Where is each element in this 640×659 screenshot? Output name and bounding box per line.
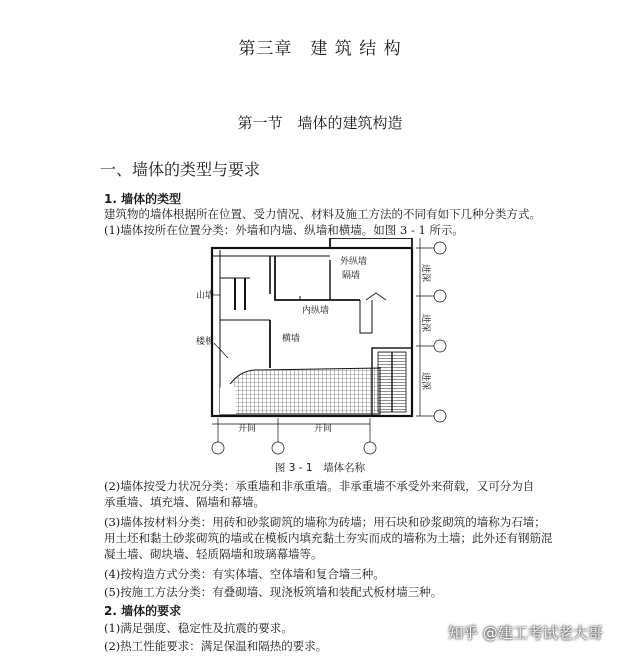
subheading-wall-requirements: 2. 墙体的要求	[104, 604, 182, 618]
paragraph-by-construction: (4)按构造方式分类：有实体墙、空体墙和复合墙三种。	[104, 567, 385, 581]
paragraph-intro: 建筑物的墙体根据所在位置、受力情况、材料及施工方法的不同有如下几种分类方式。	[104, 207, 541, 221]
paragraph-req-strength: (1)满足强度、稳定性及抗震的要求。	[104, 621, 293, 635]
paragraph-by-load-cont: 承重墙、填充墙、隔墙和幕墙。	[104, 495, 265, 509]
wall-names-figure	[190, 238, 460, 460]
label-cross-wall: 横墙	[282, 334, 301, 344]
section-title: 第一节 墙体的建筑构造	[237, 114, 403, 132]
label-outer-wall: 外纵墙	[340, 257, 368, 267]
label-inner-long-wall: 内纵墙	[302, 306, 330, 316]
zhihu-watermark: 知乎 @建工考试老大哥	[448, 624, 603, 642]
paragraph-by-load: (2)墙体按受力状况分类：承重墙和非承重墙。非承重墙不承受外来荷载，又可分为自	[104, 479, 535, 493]
paragraph-by-material-end: 凝土墙、砌块墙、轻质隔墙和玻璃幕墙等。	[104, 547, 323, 561]
label-depth-1: 进深	[420, 264, 430, 283]
label-depth-3: 进深	[420, 372, 430, 391]
paragraph-req-thermal: (2)热工性能要求：满足保温和隔热的要求。	[104, 639, 328, 653]
label-bay-1: 开间	[238, 424, 257, 434]
label-gable-wall: 山墙	[196, 291, 215, 301]
chapter-title: 第三章 建 筑 结 构	[238, 39, 402, 59]
paragraph-by-material-cont: 用土坯和黏土砂浆砌筑的墙或在模板内填充黏土夯实而成的墙称为土墙；此外还有钢筋混	[104, 531, 553, 545]
heading-wall-types: 一、墙体的类型与要求	[100, 160, 261, 179]
label-bay-2: 开间	[314, 424, 333, 434]
figure-caption: 图 3 - 1 墙体名称	[274, 462, 366, 474]
paragraph-by-method: (5)按施工方法分类：有叠砌墙、现浇板筑墙和装配式板材墙三种。	[104, 585, 443, 599]
label-partition: 隔墙	[342, 271, 361, 281]
label-floor-slab: 楼板	[196, 337, 215, 347]
subheading-wall-types: 1. 墙体的类型	[104, 192, 182, 206]
paragraph-by-material: (3)墙体按材料分类：用砖和砂浆砌筑的墙称为砖墙；用石块和砂浆砌筑的墙称为石墙；	[104, 515, 546, 529]
label-depth-2: 进深	[420, 314, 430, 333]
paragraph-by-position: (1)墙体按所在位置分类：外墙和内墙、纵墙和横墙。如图 3 - 1 所示。	[104, 223, 464, 237]
